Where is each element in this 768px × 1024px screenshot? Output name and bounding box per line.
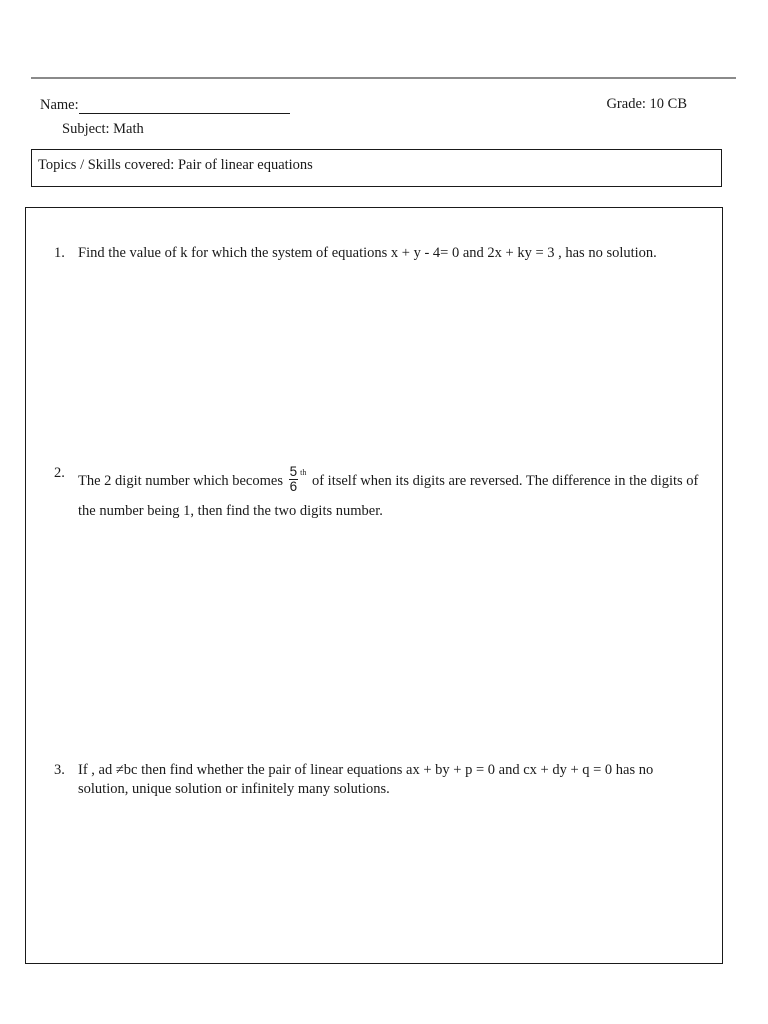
name-label: Name: xyxy=(40,97,79,113)
grade-label: Grade: 10 CB xyxy=(606,96,687,112)
question-3 xyxy=(54,761,706,799)
fraction-denominator: 6 xyxy=(289,479,298,495)
question-text xyxy=(78,458,706,526)
subject-label: Subject: Math xyxy=(62,121,144,137)
ordinal-superscript: th xyxy=(300,468,307,477)
header-divider xyxy=(31,77,736,79)
question-2 xyxy=(54,458,706,526)
topics-box xyxy=(31,149,722,187)
question-1 xyxy=(54,244,706,264)
question-text: If , ad ≠bc then find whether the pair of linear equations ax + by + p = 0 and cx + dy + q = 0 has no solution, unique solution or infinitely many solutions. xyxy=(78,762,654,797)
fraction-numerator: 5 xyxy=(289,464,298,479)
question-number: 1. xyxy=(54,245,65,261)
question-text-after: of itself when its digits are reversed. The difference in the digits of the number being 1, then find the two digits number. xyxy=(78,473,699,520)
question-text-before: The 2 digit number which becomes xyxy=(78,473,283,489)
question-text: Find the value of k for which the system of equations x + y - 4= 0 and 2x + ky = 3 , has no solution. xyxy=(78,245,657,261)
question-number: 3. xyxy=(54,762,65,778)
fraction xyxy=(289,465,299,494)
topics-text: Topics / Skills covered: Pair of linear equations xyxy=(38,157,313,173)
questions-box xyxy=(25,207,723,964)
question-number: 2. xyxy=(54,465,65,481)
name-blank-line[interactable] xyxy=(79,99,290,114)
name-field xyxy=(40,96,290,114)
